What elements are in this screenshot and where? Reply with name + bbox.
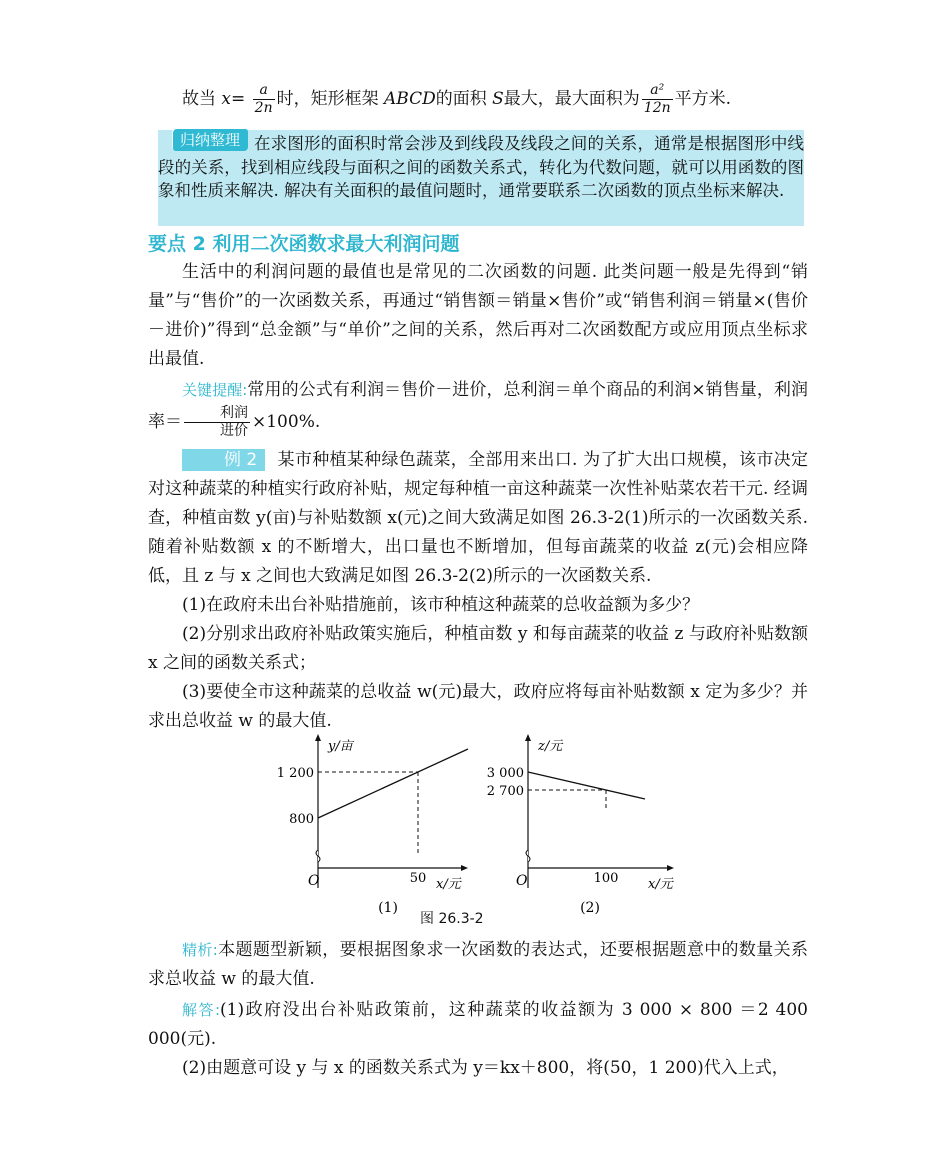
conclusion-post: 平方米.: [674, 89, 732, 109]
figure-graphs: [276, 720, 706, 930]
graph-2: [487, 734, 675, 916]
graph1-xtick-50: 50: [409, 871, 427, 886]
graph1-x-arrow: [461, 865, 468, 871]
analysis-paragraph: [148, 936, 808, 994]
graph2-xtick-100: 100: [593, 871, 619, 886]
frac-num: a: [253, 82, 275, 100]
section-title: 要点 2 利用二次函数求最大利润问题: [148, 233, 460, 255]
graph1-ytick-800: 800: [289, 812, 314, 827]
fraction-a-over-2n: [253, 82, 275, 117]
tip-text: 常用的公式有利润＝售价－进价，总利润＝单个商品的利润×销售量，利润率＝: [148, 380, 808, 432]
graph2-ylabel: z/元: [538, 739, 563, 754]
intro-paragraph: 生活中的利润问题的最值也是常见的二次函数的问题. 此类问题一般是先得到“销量”与“售价”的一次函数关系，再通过“销售额＝销量×售价”或“销售利润＝销量×(售价－进价)”得到“总金额”与“单价”之间的关系，然后再对二次函数配方或应用顶点坐标求出最值.: [148, 262, 808, 369]
question-1: (1)在政府未出台补贴措施前，该市种植这种蔬菜的总收益额为多少？: [182, 595, 700, 615]
answer-paragraph-2: (2)由题意可设 y 与 x 的函数关系式为 y＝kx＋800，将(50，1 200)代入上式，: [182, 1058, 789, 1078]
tip-paragraph: [148, 376, 808, 440]
graph2-xlabel: x/元: [648, 877, 673, 892]
graph1-y-arrow: [315, 734, 321, 741]
figure-caption: 图 26.3-2: [420, 911, 484, 927]
question-2: (2)分别求出政府补贴政策实施后，种植亩数 y 和每亩蔬菜的收益 z 与政府补贴数额 x 之间的函数关系式；: [148, 624, 808, 673]
example-paragraph: [148, 446, 808, 591]
analysis-text: 本题题型新颖，要根据图象求一次函数的表达式，还要根据题意中的数量关系求总收益 w 的最大值.: [148, 940, 808, 989]
graph1-data-line: [318, 749, 468, 818]
answer-text: (1)政府没出台补贴政策前，这种蔬菜的收益额为 3 000 × 800 ＝2 400 000(元).: [148, 1000, 808, 1049]
fraction-a2-over-12n: [642, 82, 673, 117]
summary-tag: 归纳整理: [172, 128, 248, 151]
frac-den: 进价: [220, 423, 248, 439]
frac-den: 2n: [254, 100, 273, 116]
graph1-xlabel: x/元: [436, 877, 461, 892]
abcd-label: ABCD: [384, 89, 436, 109]
graph1-title: (1): [378, 900, 398, 916]
var-s: S: [492, 89, 504, 109]
answer-paragraph: [148, 996, 808, 1054]
graph2-data-line: [528, 772, 645, 799]
tip-label: 关键提醒:: [182, 381, 248, 399]
graph1-ytick-1200: 1 200: [276, 766, 314, 781]
graph-1: [277, 734, 468, 916]
frac-den: 12n: [643, 100, 671, 116]
frac-num: 利润: [184, 405, 250, 423]
conclusion-mid2: 的面积: [435, 89, 487, 109]
main-content: [148, 230, 808, 736]
graph1-origin: O: [308, 873, 320, 889]
question-3: (3)要使全市这种蔬菜的总收益 w(元)最大，政府应将每亩补贴数额 x 定为多少？并求出总收益 w 的最大值.: [148, 682, 808, 731]
var-x: x: [221, 89, 231, 109]
conclusion-pre: 故当: [182, 89, 216, 109]
conclusion-mid3: 最大，最大面积为: [503, 89, 640, 109]
equals: =: [231, 89, 246, 109]
profit-rate-fraction: [184, 405, 250, 440]
graph1-axis-break: [316, 850, 320, 862]
example-text: 某市种植某种绿色蔬菜，全部用来出口. 为了扩大出口规模，该市决定对这种蔬菜的种植实行政府补贴，规定每种植一亩这种蔬菜一次性补贴菜农若干元. 经调查，种植亩数 y(亩)与补贴数额 x(元)之间大致满足如图 26.3-2(1)所示的一次函数关系. 随着补贴数额 x 的不断增大，出口量也不断增加，但每亩蔬菜的收益 z(元)会相应降低，且 z 与 x 之间也大致满足如图 26.3-2(2)所示的一次函数关系.: [148, 450, 808, 586]
tip-tail: ×100%.: [252, 412, 321, 432]
conclusion-line: [182, 82, 731, 117]
summary-text: 在求图形的面积时常会涉及到线段及线段之间的关系，通常是根据图形中线段的关系，找到相应线段与面积之间的函数关系式，转化为代数问题，就可以用函数的图象和性质来解决. 解决有关面积的最值问题时，通常要联系二次函数的顶点坐标来解决.: [158, 134, 804, 200]
answer-label: 解答:: [182, 1001, 221, 1019]
graph2-axis-break: [526, 850, 530, 862]
example-tag: 例 2: [182, 449, 265, 471]
graph2-ytick-3000: 3 000: [486, 766, 524, 781]
graph2-y-arrow: [525, 734, 531, 741]
graph2-origin: O: [516, 873, 528, 889]
analysis-label: 精析:: [182, 941, 218, 959]
conclusion-mid: 时，矩形框架: [276, 89, 379, 109]
frac-num: a²: [642, 82, 673, 100]
graph1-ylabel: y/亩: [328, 739, 353, 754]
graph2-ytick-2700: 2 700: [486, 784, 524, 799]
graph2-title: (2): [580, 900, 600, 916]
summary-box: [158, 130, 804, 226]
solution-content: [148, 936, 808, 1083]
graph2-x-arrow: [667, 865, 674, 871]
